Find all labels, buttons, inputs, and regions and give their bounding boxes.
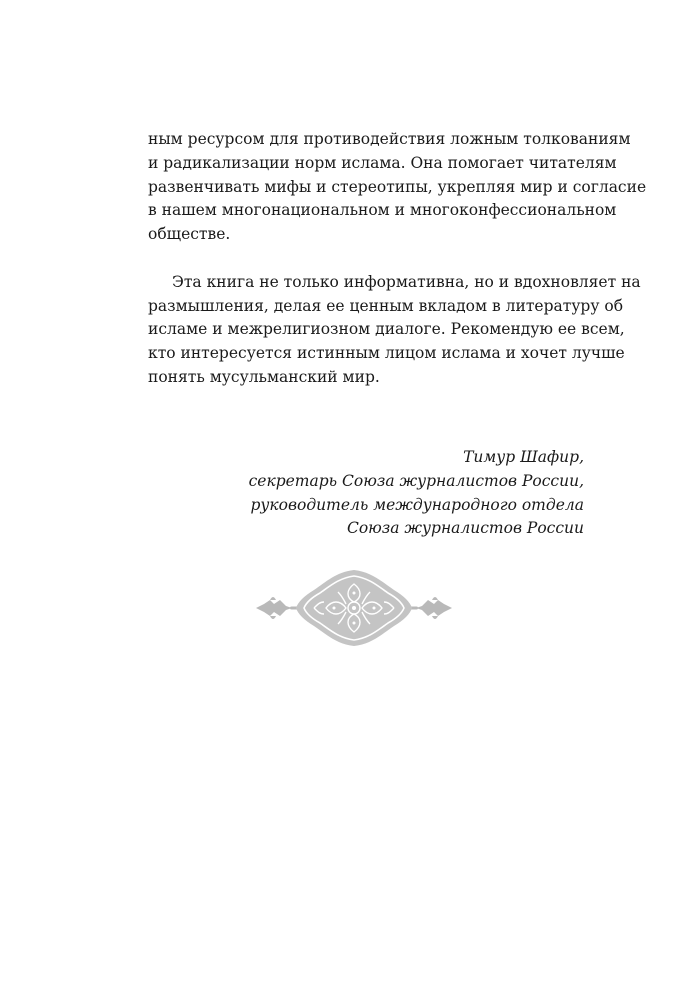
paragraph-2-line-3: исламе и межрелигиозном диалоге. Рекомендую ее всем, bbox=[148, 320, 625, 339]
signature-block bbox=[249, 446, 584, 541]
paragraph-2-line-2: размышления, делая ее ценным вкладом в литературу об bbox=[148, 296, 624, 315]
paragraph-1-line-1: ным ресурсом для противодействия ложным толкованиям bbox=[148, 130, 631, 148]
paragraph-2-line-1: Эта книга не только информативна, но и вдохновляет на bbox=[172, 272, 641, 291]
arabesque-ornament-icon bbox=[254, 566, 454, 650]
paragraph-2 bbox=[148, 271, 641, 390]
signature-title-1: секретарь Союза журналистов России, bbox=[248, 471, 584, 490]
paragraph-2-line-4: кто интересуется истинным лицом ислама и хочет лучше bbox=[148, 344, 625, 363]
paragraph-1-line-2: и радикализации норм ислама. Она помогает читателям bbox=[148, 153, 617, 172]
signature-name: Тимур Шафир, bbox=[463, 448, 584, 466]
body-text bbox=[148, 128, 647, 390]
paragraph-gap bbox=[148, 247, 584, 271]
paragraph-1 bbox=[148, 128, 647, 247]
signature-title-3: Союза журналистов России bbox=[346, 519, 584, 538]
paragraph-1-line-5: обществе. bbox=[148, 225, 231, 244]
paragraph-1-line-3: развенчивать мифы и стереотипы, укрепляя мир и согласие bbox=[148, 177, 647, 196]
paragraph-1-line-4: в нашем многонациональном и многоконфессиональном bbox=[148, 201, 617, 220]
paragraph-2-line-5: понять мусульманский мир. bbox=[148, 367, 380, 386]
signature-title-2: руководитель международного отдела bbox=[250, 495, 584, 514]
